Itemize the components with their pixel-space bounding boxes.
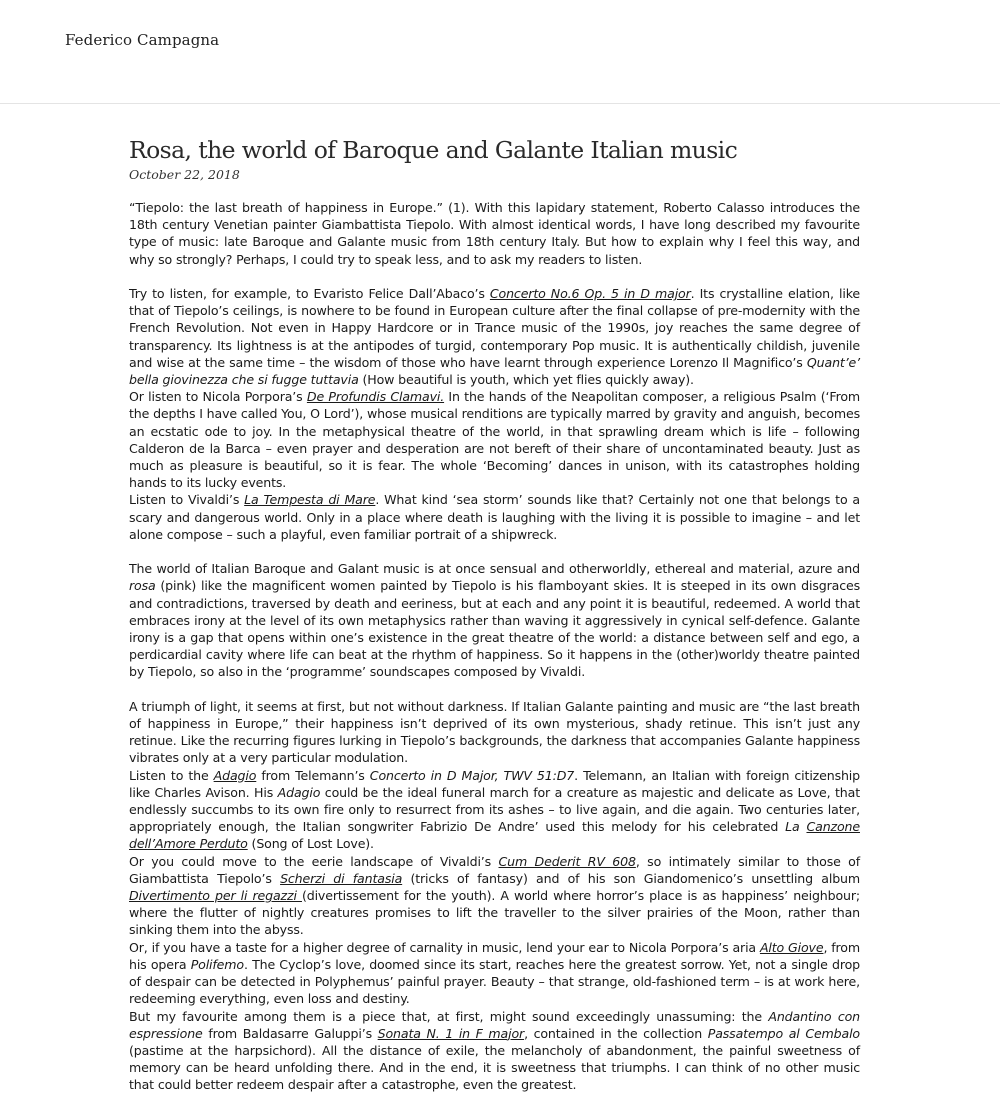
- inline-music-link[interactable]: Alto Giove: [759, 939, 824, 955]
- body-paragraph: [129, 199, 860, 268]
- paragraph-text: . The Cyclop’s love, doomed since its start, reaches here the greatest sorrow. Yet, not a single drop of despair can be detected in Polyphemus’ painful prayer. Beauty – that strange, old-fashioned term – is at work here, redeeming everything, even loss and destiny.: [129, 956, 860, 1007]
- post-date: October 22, 2018: [129, 167, 240, 182]
- paragraph-text: Or you could move to the eerie landscape of Vivaldi’s: [129, 853, 499, 869]
- paragraph-text: But my favourite among them is a piece that, at first, might sound exceedingly unassuming: the: [129, 1008, 769, 1024]
- body-paragraph: [129, 285, 860, 388]
- paragraph-text: . Telemann, an Italian with foreign citizenship like Charles Avison. His: [129, 767, 860, 800]
- inline-music-link[interactable]: Cum Dederit RV 608: [498, 853, 636, 869]
- inline-music-link[interactable]: Scherzi di fantasia: [280, 870, 403, 886]
- body-paragraph: [129, 560, 860, 680]
- emphasis-text: Quant’e’ bella giovinezza che si fugge tuttavia: [129, 354, 860, 388]
- site-title-link[interactable]: Federico Campagna: [65, 31, 220, 49]
- body-paragraph: [129, 388, 860, 491]
- paragraph-text: , so intimately similar to those of Giambattista Tiepolo’s: [129, 853, 860, 886]
- emphasis-text: Concerto in D Major, TWV 51:D7: [369, 767, 575, 783]
- paragraph-text: (pink) like the magnificent women painted by Tiepolo is his flamboyant skies. It is steeped in its own disgraces and contradictions, traversed by death and eeriness, but at each and any point it is beautiful, redeemed. A world that embraces irony at the level of its own metaphysics rather than waving it aggressively in cynical self-defence. Galante irony is a gap that opens within one’s existence in the great theatre of the world: a distance between self and ego, a perdicardial cavity where life can beat at the rhythm of happiness. So it happens in the (other)worldy theatre painted by Tiepolo, so also in the ‘programme’ soundscapes composed by Vivaldi.: [129, 578, 860, 680]
- post-title: Rosa, the world of Baroque and Galante Italian music: [129, 136, 738, 164]
- body-paragraph: [129, 491, 860, 543]
- paragraph-text: , from his opera: [129, 939, 860, 972]
- paragraph-text: Or listen to Nicola Porpora’s: [129, 389, 307, 405]
- paragraph-text: from Baldasarre Galuppi’s: [202, 1025, 378, 1041]
- paragraph-text: A triumph of light, it seems at first, but not without darkness. If Italian Galante painting and music are “the last breath of happiness in Europe,” their happiness isn’t deprived of its own mysterious, shady retinue. This isn’t just any retinue. Like the recurring figures lurking in Tiepolo’s backgrounds, the darkness that accompanies Galante happiness vibrates only at a very particular modulation.: [129, 698, 860, 766]
- inline-music-link[interactable]: Concerto No.6 Op. 5 in D major: [489, 286, 691, 301]
- emphasis-text: La: [785, 819, 807, 835]
- paragraph-text: In the hands of the Neapolitan composer, a religious Psalm (‘From the depths I have called You, O Lord’), whose musical renditions are typically marred by gravity and anguish, becomes an ecstatic ode to joy. In the metaphysical theatre of the world, in that sprawling dream which is life – following Calderon de la Barca – even prayer and desperation are not bereft of their share of uncontaminated beauty. Just as much as pleasure is beautiful, so it is fear. The whole ‘Becoming’ dances in unison, with its catastrophes holding hands to its lucky events.: [129, 389, 860, 491]
- paragraph-text: Or, if you have a taste for a higher degree of carnality in music, lend your ear to Nicola Porpora’s aria: [129, 939, 760, 955]
- paragraph-text: The world of Italian Baroque and Galant music is at once sensual and otherworldly, ethereal and material, azure and: [129, 561, 860, 577]
- emphasis-text: Passatempo al Cembalo: [707, 1025, 860, 1041]
- body-paragraph: [129, 853, 860, 939]
- paragraph-text: Listen to Vivaldi’s: [129, 492, 245, 508]
- inline-music-link[interactable]: Adagio: [213, 767, 257, 783]
- paragraph-text: “Tiepolo: the last breath of happiness in Europe.” (1). With this lapidary statement, Roberto Calasso introduces the 18th century Venetian painter Giambattista Tiepolo. With almost identical words, I have long described my favourite type of music: late Baroque and Galante music from 18th century Italy. But how to explain why I feel this way, and why so strongly? Perhaps, I could try to speak less, and to ask my readers to listen.: [129, 200, 860, 267]
- post-content: [129, 199, 860, 1094]
- inline-music-link[interactable]: Divertimento per li regazzi: [129, 888, 302, 904]
- body-paragraph: [129, 939, 860, 1008]
- paragraph-text: Listen to the: [129, 767, 214, 783]
- site-header: [0, 0, 1000, 104]
- paragraph-text: , contained in the collection: [524, 1025, 708, 1041]
- inline-music-link[interactable]: De Profundis Clamavi.: [306, 389, 445, 405]
- inline-music-link[interactable]: La Tempesta di Mare: [244, 492, 376, 508]
- paragraph-text: (How beautiful is youth, which yet flies quickly away).: [358, 372, 694, 388]
- paragraph-text: could be the ideal funeral march for a creature as majestic and delicate as Love, that endlessly succumbs to its own fire only to resurrect from its ashes – to live again, and die again. Two centuries later, appropriately enough, the Italian songwriter Fabrizio De Andre’ used this melody for his celebrated: [129, 784, 860, 835]
- paragraph-text: . What kind ‘sea storm’ sounds like that? Certainly not one that belongs to a scary and dangerous world. Only in a place where death is laughing with the living it is possible to imagine – and let alone compose – such a playful, even familiar portrait of a shipwreck.: [129, 492, 860, 542]
- body-paragraph: [129, 767, 860, 853]
- paragraph-text: (pastime at the harpsichord). All the distance of exile, the melancholy of abandonment, the painful sweetness of memory can be heard unfolding there. And in the end, it is sweetness that triumphs. I can think of no other music that could better redeem despair after a catastrophe, even the greatest.: [129, 1042, 860, 1093]
- emphasis-text: rosa: [129, 578, 156, 594]
- paragraph-text: (divertissement for the youth). A world where horror’s place is as happiness’ neighbour; where the flutter of nightly creatures promises to lift the traveller to the silver prairies of the Moon, rather than sinking them into the abyss.: [129, 888, 860, 938]
- emphasis-text: Andantino con espressione: [129, 1008, 860, 1041]
- inline-music-link[interactable]: Sonata N. 1 in F major: [377, 1025, 525, 1041]
- body-paragraph: [129, 1008, 860, 1094]
- paragraph-text: . Its crystalline elation, like that of Tiepolo’s ceilings, is nowhere to be found in European culture after the final collapse of pre-modernity with the French Revolution. Not even in Happy Hardcore or in Trance music of the 1990s, joy reaches the same degree of transparency. Its lightness is at the antipodes of turgid, contemporary Pop music. It is authentically childish, juvenile and wise at the same time – the wisdom of those who have learnt through experience Lorenzo Il Magnifico’s: [129, 286, 860, 370]
- paragraph-text: Try to listen, for example, to Evaristo Felice Dall’Abaco’s: [129, 286, 490, 301]
- body-paragraph: [129, 698, 860, 767]
- paragraph-text: (Song of Lost Love).: [247, 836, 374, 852]
- paragraph-text: from Telemann’s: [256, 767, 370, 783]
- emphasis-text: Polifemo: [190, 956, 244, 972]
- article: [129, 133, 860, 1094]
- inline-music-link[interactable]: Canzone dell’Amore Perduto: [129, 819, 860, 852]
- paragraph-text: (tricks of fantasy) and of his son Giandomenico’s unsettling album: [402, 870, 861, 886]
- emphasis-text: Adagio: [277, 784, 321, 800]
